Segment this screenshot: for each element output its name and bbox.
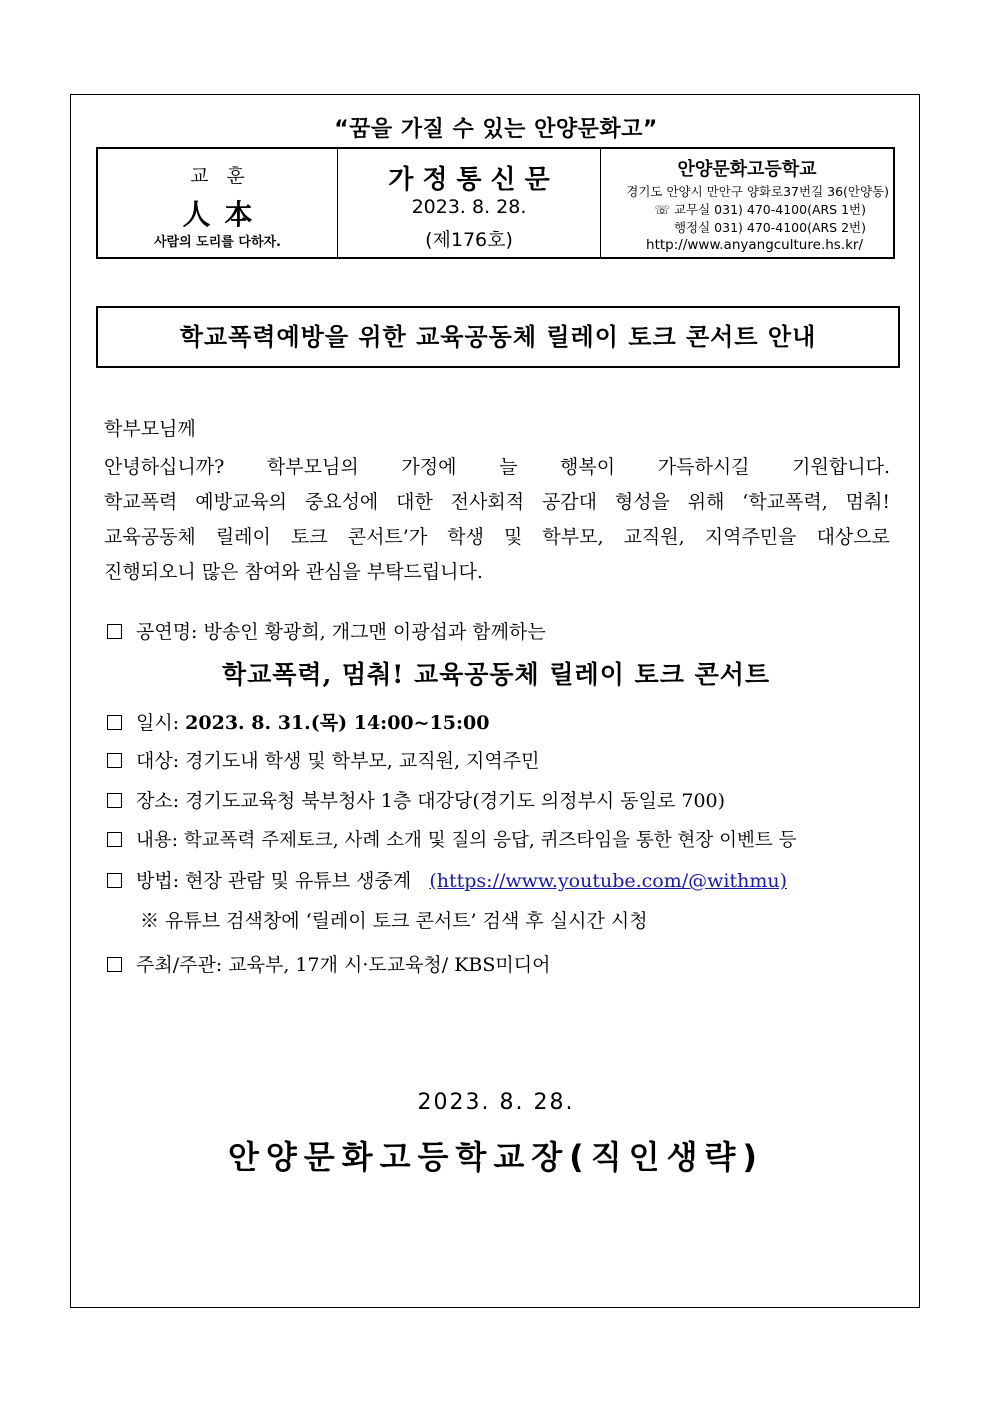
checkbox-square-icon <box>107 753 122 768</box>
performance-item <box>107 617 546 644</box>
place-text: 장소: 경기도교육청 북부청사 1층 대강당(경기도 의정부시 동일로 700) <box>136 790 726 812</box>
youtube-link[interactable]: (https://www.youtube.com/@withmu) <box>429 870 788 892</box>
method-item <box>107 866 787 893</box>
checkbox-square-icon <box>107 832 122 847</box>
school-name: 안양문화고등학교 <box>677 159 817 180</box>
intro-line: 진행되오니 많은 참여와 관심을 부탁드립니다. <box>104 561 483 583</box>
header-table <box>96 147 895 259</box>
phone-office: ☏ 교무실 031) 470-4100(ARS 1번) <box>654 202 866 217</box>
education-principle-label: 교훈 <box>190 165 263 187</box>
document-title: 학교폭력예방을 위한 교육공동체 릴레이 토크 콘서트 안내 <box>96 306 900 368</box>
date-value: 2023. 8. 31.(목) 14:00~15:00 <box>185 712 490 734</box>
phone-admin: 행정실 031) 470-4100(ARS 2번) <box>673 220 866 235</box>
concert-name: 학교폭력, 멈춰! 교육공동체 릴레이 토크 콘서트 <box>221 660 771 689</box>
newsletter-issue: (제176호) <box>425 229 513 251</box>
page-frame <box>70 94 920 1308</box>
checkbox-square-icon <box>107 957 122 972</box>
intro-line: 교육공동체 릴레이 토크 콘서트’가 학생 및 학부모, 교직원, 지역주민을 대상으로 <box>104 526 890 548</box>
target-text: 대상: 경기도내 학생 및 학부모, 교직원, 지역주민 <box>136 750 540 772</box>
search-note: ※ 유튜브 검색창에 ‘릴레이 토크 콘서트’ 검색 후 실시간 시청 <box>140 910 648 932</box>
school-website-link[interactable]: http://www.anyangculture.hs.kr/ <box>646 237 863 253</box>
newsletter-cell <box>338 149 601 257</box>
date-label: 일시: <box>136 712 180 734</box>
content-text: 내용: 학교폭력 주제토크, 사례 소개 및 질의 응답, 퀴즈타임을 통한 현장 이벤트 등 <box>136 830 797 851</box>
place-item <box>107 786 725 813</box>
principal-signature: 안양문화고등학교장(직인생략) <box>227 1138 765 1176</box>
content-item <box>107 826 796 852</box>
checkbox-square-icon <box>107 624 122 639</box>
checkbox-square-icon <box>107 715 122 730</box>
education-principle-value: 人本 <box>182 198 267 231</box>
school-motto: “꿈을 가질 수 있는 안양문화고” <box>334 117 658 142</box>
education-principle-desc: 사람의 도리를 다하자. <box>153 235 281 250</box>
newsletter-title: 가정통신문 <box>388 165 559 195</box>
school-address: 경기도 안양시 만안구 양화로37번길 36(안양동) <box>626 184 889 199</box>
intro-paragraph <box>104 450 890 590</box>
checkbox-square-icon <box>107 793 122 808</box>
education-principle-cell <box>98 149 338 257</box>
method-text: 방법: 현장 관람 및 유튜브 생중계 <box>136 870 412 892</box>
footer-date: 2023. 8. 28. <box>417 1090 575 1115</box>
performance-label: 공연명: 방송인 황광희, 개그맨 이광섭과 함께하는 <box>136 621 546 643</box>
school-info-cell <box>601 149 893 257</box>
greeting: 학부모님께 <box>104 418 196 440</box>
date-item <box>107 708 489 735</box>
newsletter-date: 2023. 8. 28. <box>411 196 527 218</box>
intro-line: 학교폭력 예방교육의 중요성에 대한 전사회적 공감대 형성을 위해 ‘학교폭력, 멈춰! <box>104 491 890 513</box>
target-item <box>107 746 539 773</box>
checkbox-square-icon <box>107 873 122 888</box>
intro-line: 안녕하십니까? 학부모님의 가정에 늘 행복이 가득하시길 기원합니다. <box>104 456 890 478</box>
host-text: 주최/주관: 교육부, 17개 시·도교육청/ KBS미디어 <box>136 954 551 976</box>
host-item <box>107 950 550 977</box>
